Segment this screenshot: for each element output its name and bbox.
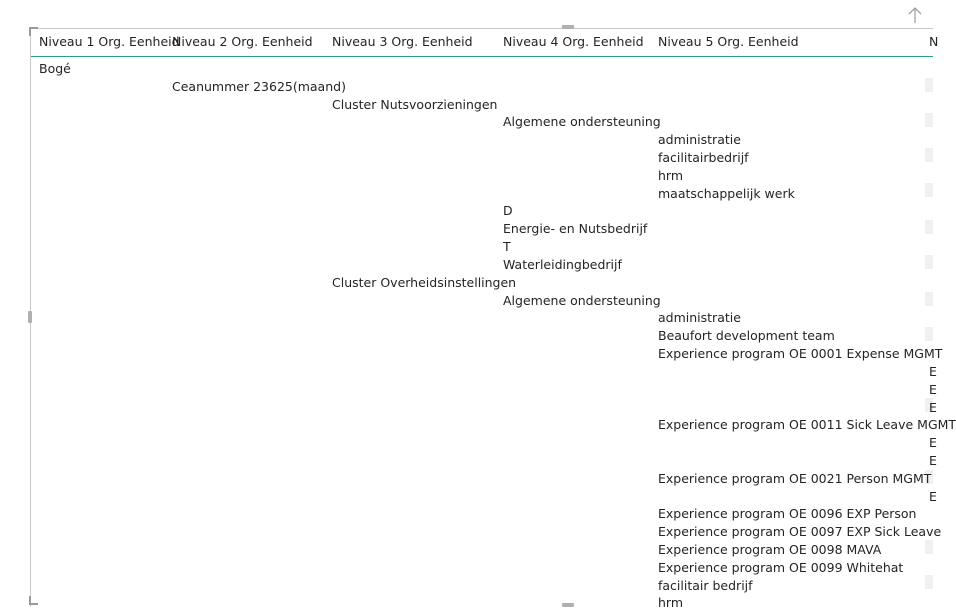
col6-cell: [925, 113, 933, 127]
table-cell: Energie- en Nutsbedrijf: [503, 221, 648, 236]
table-cell: Experience program OE 0096 EXP Person: [658, 506, 917, 521]
col6-cell: [925, 575, 933, 589]
table-cell: Algemene ondersteuning: [503, 293, 661, 308]
table-cell: Algemene ondersteuning: [503, 114, 661, 129]
table-cell: Beaufort development team: [658, 328, 835, 343]
table-cell: administratie: [658, 310, 741, 325]
table-cell: Cluster Overheidsinstellingen: [332, 275, 517, 290]
column-header-niveau-4[interactable]: Niveau 4 Org. Eenheid: [503, 34, 644, 49]
table-cell: Ceanummer 23625(maand): [172, 79, 346, 94]
table-cell: Waterleidingbedrijf: [503, 257, 622, 272]
header-divider: [31, 56, 933, 57]
column-header-niveau-5[interactable]: Niveau 5 Org. Eenheid: [658, 34, 799, 49]
col6-cell: [925, 292, 933, 306]
column-header-niveau-6[interactable]: N: [929, 34, 939, 49]
col6-cell: [925, 78, 933, 92]
table-cell: E: [929, 364, 937, 379]
resize-handle-top[interactable]: [562, 25, 574, 29]
table-cell: Experience program OE 0099 Whitehat: [658, 560, 904, 575]
resize-corner-top-left-vertical[interactable]: [29, 27, 31, 36]
col6-cell: [925, 183, 933, 197]
table-cell: facilitairbedrijf: [658, 150, 749, 165]
resize-handle-left[interactable]: [28, 311, 32, 323]
table-cell: Experience program OE 0021 Person MGMT: [658, 471, 932, 486]
col6-cell: [925, 255, 933, 269]
resize-handle-bottom[interactable]: [562, 603, 574, 607]
table-cell: E: [929, 435, 937, 450]
table-cell: maatschappelijk werk: [658, 186, 795, 201]
resize-corner-bottom-left-vertical[interactable]: [29, 596, 31, 605]
table-cell: Experience program OE 0098 MAVA: [658, 542, 882, 557]
table-cell: Experience program OE 0097 EXP Sick Leave: [658, 524, 942, 539]
table-cell: Experience program OE 0011 Sick Leave MGMT: [658, 417, 956, 432]
table-cell: Cluster Nutsvoorzieningen: [332, 97, 498, 112]
col6-cell: [925, 220, 933, 234]
column-header-niveau-3[interactable]: Niveau 3 Org. Eenheid: [332, 34, 473, 49]
col6-cell: [925, 540, 933, 554]
table-cell: E: [929, 489, 937, 504]
table-cell: administratie: [658, 132, 741, 147]
table-cell: D: [503, 203, 513, 218]
table-cell: T: [503, 239, 511, 254]
col6-cell: [925, 327, 933, 341]
arrow-up-icon[interactable]: [904, 4, 926, 26]
table-cell: Bogé: [39, 61, 71, 76]
column-header-niveau-1[interactable]: Niveau 1 Org. Eenheid: [39, 34, 180, 49]
table-cell: E: [929, 382, 937, 397]
column-header-niveau-2[interactable]: Niveau 2 Org. Eenheid: [172, 34, 313, 49]
table-cell: hrm: [658, 168, 684, 183]
table-cell: E: [929, 400, 937, 415]
table-cell: Experience program OE 0001 Expense MGMT: [658, 346, 943, 361]
table-cell: E: [929, 453, 937, 468]
table-cell: facilitair bedrijf: [658, 578, 753, 593]
table-cell: hrm: [658, 595, 684, 610]
col6-cell: [925, 148, 933, 162]
